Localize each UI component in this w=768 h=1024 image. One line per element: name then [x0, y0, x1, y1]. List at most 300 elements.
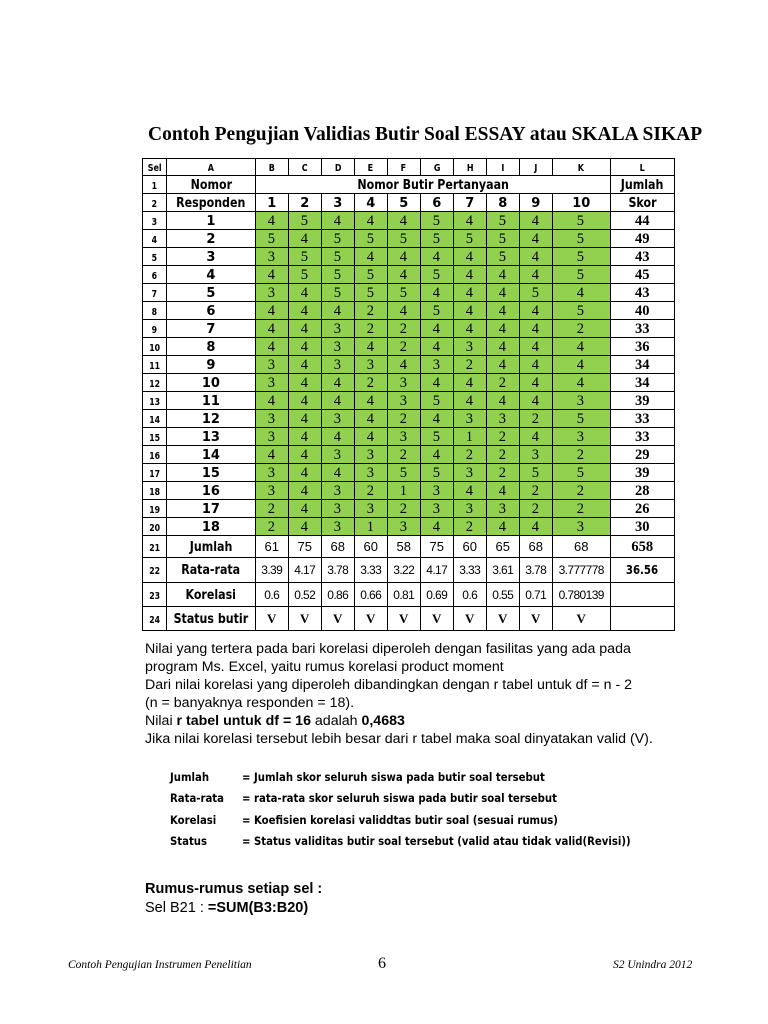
score-cell — [453, 302, 486, 320]
summary-value — [354, 583, 387, 607]
cell-text: 26 — [634, 500, 650, 517]
cell-text: 65 — [495, 538, 510, 554]
score-cell — [354, 230, 387, 248]
respondent-number — [167, 392, 256, 410]
legend-term: Status — [170, 834, 208, 849]
summary-value — [453, 583, 486, 607]
score-cell — [354, 482, 387, 500]
cell-text: 4 — [267, 446, 275, 463]
cell-text: 3.61 — [492, 563, 514, 577]
legend-description: = Koefisien korelasi validdtas butir soal (sesuai rumus) — [242, 812, 558, 827]
cell-text: 10 — [201, 375, 220, 391]
score-cell — [354, 266, 387, 284]
score-cell — [519, 500, 552, 518]
summary-value — [420, 607, 453, 631]
table-row — [143, 356, 675, 374]
cell-text: 4 — [333, 212, 341, 229]
cell-text: 2 — [366, 374, 374, 391]
cell-text: 2 — [498, 464, 506, 481]
cell-text: Nomor — [190, 177, 232, 193]
cell-text: 2 — [399, 338, 407, 355]
row-number — [143, 374, 167, 392]
score-cell — [387, 266, 420, 284]
cell-text: 3 — [498, 500, 506, 517]
cell-text: 3 — [576, 428, 584, 445]
legend-item — [170, 788, 684, 810]
cell-text: 2 — [465, 356, 473, 373]
score-cell — [453, 266, 486, 284]
row-number-text: 19 — [149, 504, 160, 516]
score-cell — [519, 464, 552, 482]
total-score — [610, 464, 674, 482]
score-cell — [354, 374, 387, 392]
score-cell — [354, 464, 387, 482]
cell-text: 4 — [531, 428, 539, 445]
summary-value — [552, 558, 610, 583]
cell-text: 3 — [465, 500, 473, 517]
cell-text: 43 — [634, 284, 650, 301]
cell-text: 3 — [267, 374, 275, 391]
cell-text: E — [367, 163, 374, 174]
cell-text: 4 — [333, 392, 341, 409]
respondent-number — [167, 446, 256, 464]
score-cell — [453, 320, 486, 338]
summary-value — [519, 583, 552, 607]
cell-text: 3 — [267, 248, 275, 265]
cell-text: 39 — [634, 464, 650, 481]
summary-value — [255, 583, 288, 607]
score-cell — [552, 266, 610, 284]
score-cell — [420, 464, 453, 482]
score-cell — [552, 392, 610, 410]
cell-text: 3 — [267, 356, 275, 373]
row-number — [143, 392, 167, 410]
cell-text: 60 — [462, 538, 477, 554]
cell-text: 4 — [465, 284, 473, 301]
cell-text: 3.777778 — [558, 563, 604, 577]
cell-text: 58 — [396, 538, 411, 554]
score-cell — [486, 500, 519, 518]
score-cell — [387, 374, 420, 392]
cell-text: 4 — [300, 284, 308, 301]
cell-text: 5 — [432, 212, 440, 229]
score-cell — [486, 266, 519, 284]
score-cell — [420, 212, 453, 230]
cell-text: 44 — [634, 212, 650, 229]
cell-text: 4 — [432, 338, 440, 355]
summary-total — [610, 536, 674, 558]
cell-text: 2 — [206, 231, 216, 247]
cell-text: 4 — [432, 374, 440, 391]
cell-text: 3.22 — [393, 563, 415, 577]
cell-text: 3 — [399, 374, 407, 391]
cell-text: 4 — [531, 266, 539, 283]
cell-text: 2 — [576, 446, 584, 463]
score-cell — [321, 518, 354, 536]
cell-text: 5 — [576, 302, 584, 319]
cell-text: 3 — [465, 464, 473, 481]
cell-text: 1 — [267, 195, 277, 211]
score-cell — [387, 284, 420, 302]
cell-text: 45 — [634, 266, 650, 283]
score-cell — [321, 464, 354, 482]
note-line: Jika nilai korelasi tersebut lebih besar dari r tabel maka soal dinyatakan valid (V). — [145, 731, 653, 747]
cell-text: 3 — [333, 338, 341, 355]
score-cell — [552, 482, 610, 500]
summary-value — [288, 536, 321, 558]
cell-text: 4 — [267, 392, 275, 409]
cell-text: 75 — [429, 538, 444, 554]
cell-text: V — [498, 610, 508, 626]
spreadsheet-table — [142, 158, 675, 631]
cell-text: 3 — [366, 356, 374, 373]
cell-text: 3 — [206, 249, 216, 265]
note-line: Dari nilai korelasi yang diperoleh dibandingkan dengan r tabel untuk df = n - 2 — [145, 677, 633, 693]
cell-text: 2 — [267, 518, 275, 535]
column-letter — [453, 159, 486, 176]
score-cell — [552, 446, 610, 464]
cell-text: 11 — [201, 393, 220, 409]
cell-text: 4 — [366, 338, 374, 355]
butir-number — [288, 194, 321, 212]
cell-text: 2 — [366, 320, 374, 337]
cell-text: 4 — [465, 392, 473, 409]
score-cell — [486, 338, 519, 356]
cell-text: 0.71 — [525, 587, 547, 602]
score-cell — [387, 356, 420, 374]
cell-text: 5 — [576, 464, 584, 481]
summary-value — [519, 558, 552, 583]
cell-text: 4 — [333, 428, 341, 445]
score-cell — [453, 428, 486, 446]
cell-text: 2 — [576, 500, 584, 517]
score-cell — [288, 248, 321, 266]
cell-text: 5 — [576, 212, 584, 229]
cell-text: 5 — [432, 464, 440, 481]
cell-text: 4 — [300, 482, 308, 499]
score-cell — [552, 518, 610, 536]
score-cell — [255, 482, 288, 500]
summary-value — [321, 607, 354, 631]
column-letter — [387, 159, 420, 176]
cell-text: 4 — [333, 302, 341, 319]
cell-text: 3 — [465, 338, 473, 355]
cell-text: 5 — [366, 230, 374, 247]
score-cell — [486, 410, 519, 428]
respondent-number — [167, 518, 256, 536]
score-cell — [453, 518, 486, 536]
status-row — [143, 607, 675, 631]
summary-value — [387, 536, 420, 558]
row-number — [143, 500, 167, 518]
summary-value — [255, 607, 288, 631]
cell-text: 3 — [333, 500, 341, 517]
table-row — [143, 482, 675, 500]
respondent-number — [167, 230, 256, 248]
score-cell — [519, 518, 552, 536]
total-score — [610, 518, 674, 536]
cell-text: Status butir — [173, 611, 249, 627]
row-number — [143, 338, 167, 356]
summary-value — [486, 536, 519, 558]
score-cell — [354, 248, 387, 266]
cell-text: 4 — [300, 518, 308, 535]
score-cell — [354, 410, 387, 428]
cell-text: 6 — [432, 195, 442, 211]
score-cell — [387, 338, 420, 356]
cell-text: 4 — [531, 248, 539, 265]
cell-text: V — [432, 610, 442, 626]
cell-text: 2 — [465, 446, 473, 463]
cell-text: 0.6 — [264, 587, 280, 602]
cell-text: 4 — [267, 266, 275, 283]
empty-cell — [610, 583, 674, 607]
total-score — [610, 230, 674, 248]
score-cell — [321, 248, 354, 266]
total-score — [610, 392, 674, 410]
cell-text: 5 — [498, 212, 506, 229]
cell-text: 49 — [634, 230, 650, 247]
cell-text: 4 — [333, 464, 341, 481]
cell-text: 75 — [297, 538, 312, 554]
score-cell — [552, 338, 610, 356]
cell-text: 39 — [634, 392, 650, 409]
summary-value — [486, 558, 519, 583]
score-cell — [255, 410, 288, 428]
cell-text: V — [300, 610, 310, 626]
total-score — [610, 410, 674, 428]
score-cell — [552, 302, 610, 320]
note-line: Nilai yang tertera pada bari korelasi diperoleh dengan fasilitas yang ada pada — [145, 641, 631, 657]
formula-cell: Sel B21 : — [145, 900, 208, 916]
cell-text: 34 — [634, 356, 650, 373]
summary-value — [420, 536, 453, 558]
score-cell — [255, 338, 288, 356]
row-number-text: 4 — [151, 234, 158, 246]
cell-text: V — [465, 610, 475, 626]
cell-text: 4 — [399, 248, 407, 265]
cell-text: 4 — [432, 248, 440, 265]
score-cell — [453, 446, 486, 464]
score-cell — [288, 356, 321, 374]
row-number-text: 9 — [151, 324, 158, 336]
cell-text: 3 — [333, 356, 341, 373]
cell-text: 1 — [366, 518, 374, 535]
cell-text: 30 — [634, 518, 650, 535]
cell-text: 5 — [300, 266, 308, 283]
cell-text: 33 — [634, 428, 650, 445]
score-cell — [486, 248, 519, 266]
respondent-number — [167, 356, 256, 374]
cell-text: 4 — [498, 320, 506, 337]
score-cell — [552, 320, 610, 338]
cell-text: 5 — [576, 266, 584, 283]
cell-text: 3 — [576, 392, 584, 409]
summary-value — [453, 607, 486, 631]
cell-text: 29 — [634, 446, 650, 463]
score-cell — [486, 230, 519, 248]
cell-text: 28 — [634, 482, 650, 499]
cell-text: 5 — [399, 464, 407, 481]
cell-text: 4 — [432, 284, 440, 301]
score-cell — [387, 500, 420, 518]
cell-text: 2 — [366, 482, 374, 499]
score-cell — [321, 374, 354, 392]
total-score — [610, 338, 674, 356]
header-skor — [610, 194, 674, 212]
score-cell — [288, 212, 321, 230]
table-row — [143, 284, 675, 302]
score-cell — [420, 230, 453, 248]
cell-text: D — [334, 163, 342, 174]
cell-text: 3 — [333, 320, 341, 337]
score-cell — [519, 302, 552, 320]
score-cell — [486, 356, 519, 374]
row-number — [143, 194, 167, 212]
cell-text: 4 — [267, 320, 275, 337]
cell-text: 3 — [399, 428, 407, 445]
score-cell — [519, 446, 552, 464]
cell-text: 2 — [531, 410, 539, 427]
score-cell — [255, 518, 288, 536]
cell-text: 4 — [366, 212, 374, 229]
score-cell — [486, 446, 519, 464]
score-cell — [519, 320, 552, 338]
table-row — [143, 266, 675, 284]
score-cell — [387, 464, 420, 482]
butir-number — [321, 194, 354, 212]
cell-text: 4 — [531, 374, 539, 391]
total-score — [610, 248, 674, 266]
column-letter — [354, 159, 387, 176]
table-row — [143, 410, 675, 428]
cell-text: 4 — [531, 212, 539, 229]
cell-text: 5 — [531, 464, 539, 481]
score-cell — [420, 428, 453, 446]
cell-text: 3 — [366, 446, 374, 463]
cell-text: 12 — [201, 411, 220, 427]
cell-text: L — [639, 163, 645, 174]
summary-label — [167, 558, 256, 583]
note-line: program Ms. Excel, yaitu rumus korelasi product moment — [145, 659, 504, 675]
table-row — [143, 302, 675, 320]
table-row — [143, 500, 675, 518]
cell-text: 4 — [498, 482, 506, 499]
cell-text: 0.55 — [492, 587, 514, 602]
row-number-text: 1 — [151, 180, 158, 192]
cell-text: 36 — [634, 338, 650, 355]
cell-text: V — [267, 610, 277, 626]
score-cell — [486, 374, 519, 392]
cell-text: 5 — [300, 212, 308, 229]
score-cell — [552, 500, 610, 518]
cell-text: 0.86 — [327, 587, 349, 602]
cell-text: 3.33 — [360, 563, 382, 577]
score-cell — [288, 374, 321, 392]
page-number: 6 — [378, 955, 386, 972]
row-number — [143, 428, 167, 446]
cell-text: G — [433, 163, 441, 174]
table-row — [143, 446, 675, 464]
score-cell — [255, 392, 288, 410]
cell-text: 34 — [634, 374, 650, 391]
score-cell — [354, 284, 387, 302]
column-letter — [519, 159, 552, 176]
note-line: (n = banyaknya responden = 18). — [145, 695, 355, 711]
score-cell — [552, 212, 610, 230]
cell-text: 3 — [366, 500, 374, 517]
header-row-2 — [143, 194, 675, 212]
summary-value — [552, 607, 610, 631]
summary-value — [288, 558, 321, 583]
cell-text: 4 — [399, 302, 407, 319]
cell-text: 0.69 — [426, 587, 448, 602]
cell-text: 3 — [267, 482, 275, 499]
formula-expression: =SUM(B3:B20) — [207, 900, 309, 916]
row-number — [143, 176, 167, 194]
cell-text: 4 — [366, 248, 374, 265]
cell-text: 4 — [267, 212, 275, 229]
cell-text: 5 — [300, 248, 308, 265]
score-cell — [552, 248, 610, 266]
summary-value — [387, 558, 420, 583]
cell-text: 5 — [498, 248, 506, 265]
cell-text: 4 — [465, 266, 473, 283]
cell-text: 4 — [432, 410, 440, 427]
score-cell — [321, 482, 354, 500]
cell-text: 4 — [498, 284, 506, 301]
summary-value — [519, 607, 552, 631]
cell-text: 2 — [300, 195, 310, 211]
cell-text: 0.780139 — [558, 587, 604, 602]
legend-description: = rata-rata skor seluruh siswa pada butir soal tersebut — [242, 791, 557, 806]
summary-total — [610, 558, 674, 583]
summary-value — [486, 607, 519, 631]
butir-number — [486, 194, 519, 212]
score-cell — [288, 446, 321, 464]
cell-text: 4 — [432, 446, 440, 463]
row-number — [143, 518, 167, 536]
score-cell — [354, 356, 387, 374]
cell-text: 3 — [432, 500, 440, 517]
score-cell — [519, 212, 552, 230]
score-cell — [321, 212, 354, 230]
row-number — [143, 558, 167, 583]
row-number-text: 18 — [149, 486, 160, 498]
cell-text: 4 — [531, 392, 539, 409]
score-cell — [519, 374, 552, 392]
row-number-text: 17 — [149, 468, 160, 480]
cell-text: 3 — [366, 464, 374, 481]
respondent-number — [167, 500, 256, 518]
score-cell — [420, 446, 453, 464]
score-cell — [354, 320, 387, 338]
cell-text: 3 — [576, 518, 584, 535]
row-number — [143, 302, 167, 320]
column-letter — [288, 159, 321, 176]
cell-text: 4 — [300, 374, 308, 391]
score-cell — [486, 302, 519, 320]
row-number-text: 22 — [149, 566, 160, 577]
score-cell — [486, 464, 519, 482]
row-number — [143, 320, 167, 338]
summary-value — [288, 607, 321, 631]
row-number — [143, 356, 167, 374]
cell-text: 4.17 — [426, 563, 448, 577]
column-letter — [167, 159, 256, 176]
score-cell — [420, 410, 453, 428]
score-cell — [519, 356, 552, 374]
